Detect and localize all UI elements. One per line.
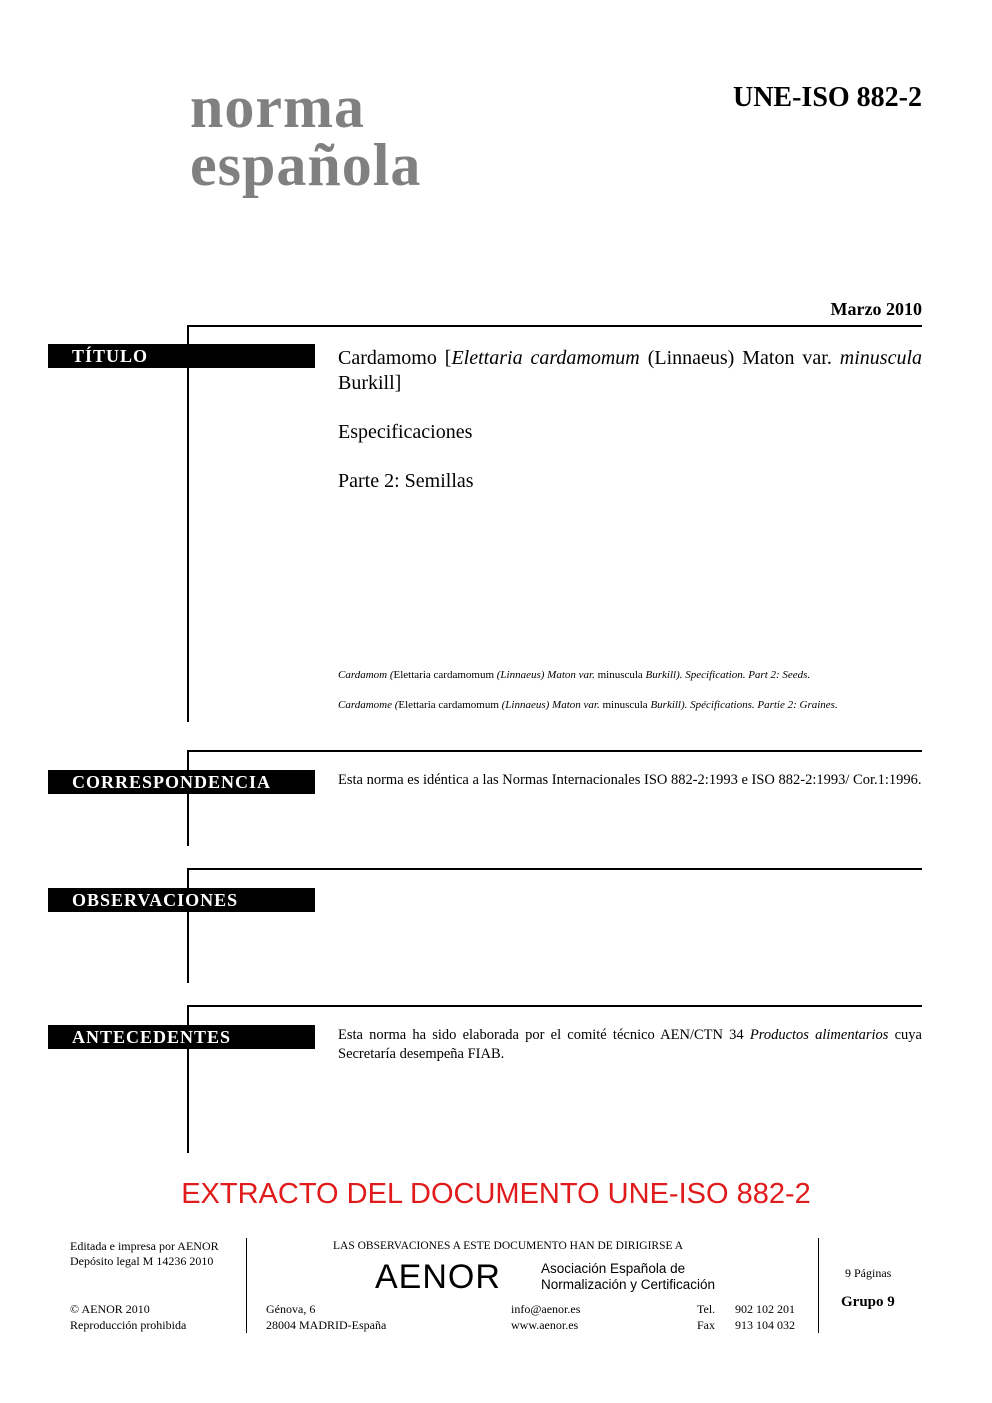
title-english: Cardamom (Elettaria cardamomum (Linnaeus) Maton var. minuscula Burkill). Specification. Part 2: Seeds. xyxy=(338,669,811,681)
footer-tel: 902 102 201 xyxy=(735,1302,795,1316)
footer-group: Grupo 9 xyxy=(841,1294,895,1310)
footer-tel-label: Tel. xyxy=(697,1302,716,1316)
standard-code: UNE-ISO 882-2 xyxy=(732,82,922,113)
footer-divider-left xyxy=(246,1238,247,1333)
brand-line-1: norma xyxy=(190,74,365,140)
footer-reproduction: Reproducción prohibida xyxy=(70,1318,187,1332)
footer-email[interactable]: info@aenor.es xyxy=(511,1302,581,1316)
label-antecedentes: ANTECEDENTES xyxy=(48,1025,315,1049)
section-rule-observaciones xyxy=(187,868,189,983)
footer-city: 28004 MADRID-España xyxy=(266,1318,387,1332)
correspondencia-text: Esta norma es idéntica a las Normas Internacionales ISO 882-2:1993 e ISO 882-2:1993/ Cor.1:1996. xyxy=(338,772,922,788)
antecedentes-text: Esta norma ha sido elaborada por el comité técnico AEN/CTN 34 Productos alimentarios cuya Secretaría desempeña FIAB. xyxy=(338,1027,922,1062)
aenor-logo: AENOR xyxy=(375,1258,501,1296)
footer-deposit: Depósito legal M 14236 2010 xyxy=(70,1254,214,1268)
title-subtitle: Especificaciones xyxy=(338,421,473,443)
footer-street: Génova, 6 xyxy=(266,1302,316,1316)
title-main: Cardamomo [Elettaria cardamomum (Linnaeus) Maton var. minuscula Burkill] xyxy=(338,347,923,394)
publication-date: Marzo 2010 xyxy=(830,299,922,319)
label-observaciones: OBSERVACIONES xyxy=(48,888,315,912)
section-divider-correspondencia xyxy=(187,750,922,752)
footer-divider-right xyxy=(818,1238,819,1333)
section-divider-titulo xyxy=(187,325,922,327)
footer-fax-label: Fax xyxy=(697,1318,715,1332)
footer-notice: LAS OBSERVACIONES A ESTE DOCUMENTO HAN DE DIRIGIRSE A xyxy=(333,1240,684,1252)
brand-title xyxy=(190,74,422,198)
extract-watermark: EXTRACTO DEL DOCUMENTO UNE-ISO 882-2 xyxy=(181,1178,811,1210)
section-rule-correspondencia xyxy=(187,750,189,846)
title-french: Cardamome (Elettaria cardamomum (Linnaeus) Maton var. minuscula Burkill). Spécifications. Partie 2: Graines. xyxy=(338,699,838,711)
brand-line-2: española xyxy=(190,132,422,198)
title-part: Parte 2: Semillas xyxy=(338,470,474,492)
section-rule-titulo xyxy=(187,325,189,722)
footer-edited: Editada e impresa por AENOR xyxy=(70,1239,219,1253)
label-correspondencia: CORRESPONDENCIA xyxy=(48,770,315,794)
label-titulo: TÍTULO xyxy=(48,344,315,368)
section-divider-antecedentes xyxy=(187,1005,922,1007)
footer-pages: 9 Páginas xyxy=(845,1266,892,1280)
aenor-org-name: Asociación Española de Normalización y Certificación xyxy=(541,1261,716,1292)
footer-fax: 913 104 032 xyxy=(735,1318,795,1332)
footer-web[interactable]: www.aenor.es xyxy=(511,1318,579,1332)
section-divider-observaciones xyxy=(187,868,922,870)
footer-copyright: © AENOR 2010 xyxy=(70,1302,150,1316)
